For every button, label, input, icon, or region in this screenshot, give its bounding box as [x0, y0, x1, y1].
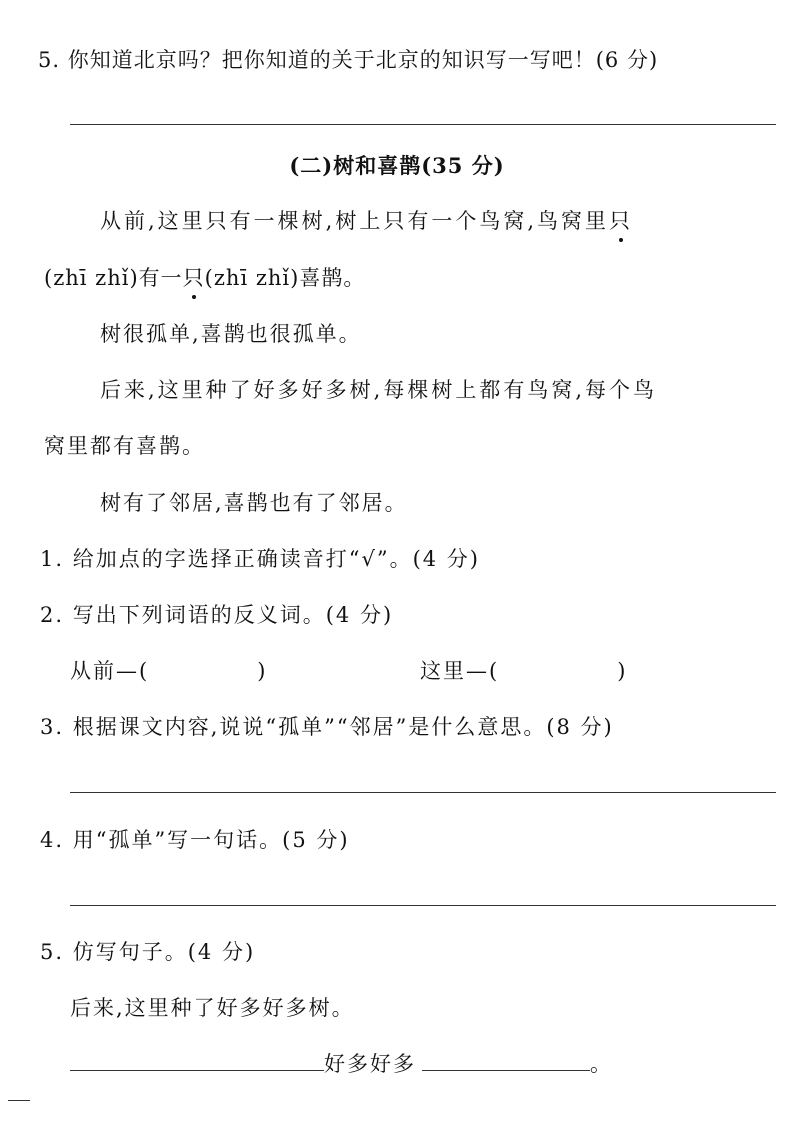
paragraph-1-text-b: (zhī zhǐ)有一 [44, 266, 183, 290]
antonym-1-suffix: ) [257, 659, 268, 683]
imitate-example-sentence: 后来,这里种了好多好多树。 [70, 996, 355, 1020]
question-3-meaning: 3. 根据课文内容,说说“孤单”“邻居”是什么意思。(8 分) [40, 715, 614, 739]
passage-paragraph-3-line-1: 后来,这里种了好多好多树,每棵树上都有鸟窝,每个鸟 [100, 378, 658, 402]
antonym-item-1 [70, 655, 267, 685]
antonym-2-prefix: 这里—( [420, 659, 500, 683]
question-5-beijing: 5. 你知道北京吗？把你知道的关于北京的知识写一写吧！(6 分) [38, 48, 659, 72]
answer-line-meaning[interactable] [70, 792, 776, 793]
imitate-blank-1[interactable] [70, 1070, 324, 1071]
paragraph-1-text-a: 从前,这里只有一棵树,树上只有一个鸟窝,鸟窝里 [100, 209, 610, 233]
dotted-char-1: 只 [609, 205, 633, 235]
passage-title: (二)树和喜鹊(35 分) [289, 153, 505, 178]
answer-line-beijing[interactable] [70, 124, 776, 125]
antonym-item-2 [420, 655, 627, 685]
imitate-middle-text: 好多好多 [324, 1052, 416, 1076]
antonym-1-prefix: 从前—( [70, 659, 150, 683]
dotted-char-2: 只 [183, 262, 205, 292]
passage-paragraph-2: 树很孤单,喜鹊也很孤单。 [100, 322, 362, 346]
passage-paragraph-3-line-2: 窝里都有喜鹊。 [44, 434, 205, 458]
page-edge-mark [8, 1100, 30, 1101]
passage-paragraph-1-line-2 [44, 262, 365, 292]
paragraph-1-text-c: (zhī zhǐ)喜鹊。 [204, 266, 366, 290]
question-2-antonyms: 2. 写出下列词语的反义词。(4 分) [40, 603, 394, 627]
question-4-sentence: 4. 用“孤单”写一句话。(5 分) [40, 828, 350, 852]
antonym-2-suffix: ) [617, 659, 628, 683]
imitate-end-mark: 。 [590, 1052, 613, 1076]
imitate-blank-2[interactable] [422, 1070, 590, 1071]
passage-paragraph-4: 树有了邻居,喜鹊也有了邻居。 [100, 491, 408, 515]
answer-line-sentence[interactable] [70, 905, 776, 906]
question-1-pronunciation: 1. 给加点的字选择正确读音打“√”。(4 分) [40, 547, 480, 571]
passage-paragraph-1-line-1 [100, 205, 633, 235]
question-5-imitate: 5. 仿写句子。(4 分) [40, 940, 256, 964]
imitate-fill-line [70, 1048, 613, 1078]
